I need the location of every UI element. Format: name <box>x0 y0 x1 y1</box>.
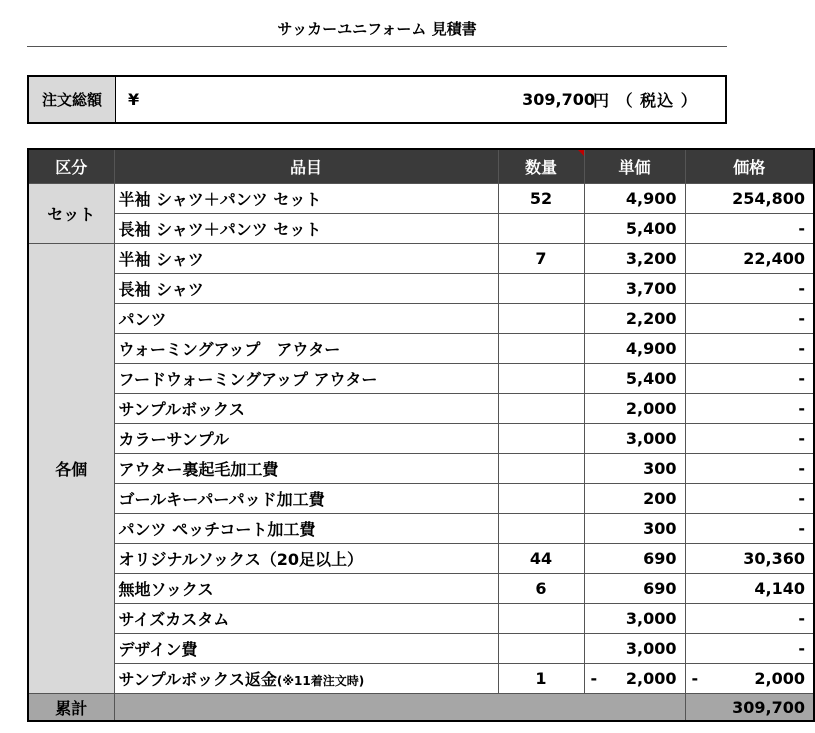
unit-price-cell: 4,900 <box>584 184 685 214</box>
table-row <box>28 604 814 634</box>
item-name-cell: パンツ ペッチコート加工費 <box>114 514 498 544</box>
unit-price-cell: 4,900 <box>584 334 685 364</box>
unit-price-cell: 300 <box>584 514 685 544</box>
price-cell: - <box>685 334 814 364</box>
unit-price-cell: 2,000 <box>584 394 685 424</box>
item-name-cell: デザイン費 <box>114 634 498 664</box>
price-cell: - <box>685 424 814 454</box>
price-cell: - <box>685 484 814 514</box>
page-title: サッカーユニフォーム 見積書 <box>277 20 477 38</box>
title-divider <box>27 46 727 47</box>
header-category: 区分 <box>28 149 114 184</box>
negative-sign: - <box>691 669 699 688</box>
price-cell: - 2,000 <box>685 664 814 694</box>
category-cell: セット <box>28 184 114 244</box>
item-name-cell: サンプルボックス <box>114 394 498 424</box>
order-total-summary <box>27 75 727 124</box>
total-row <box>28 694 814 722</box>
table-row <box>28 454 814 484</box>
price-cell: - <box>685 634 814 664</box>
table-row <box>28 484 814 514</box>
quantity-cell <box>498 364 584 394</box>
yen-symbol: ¥ <box>128 90 140 109</box>
header-item: 品目 <box>114 149 498 184</box>
item-name-cell: パンツ <box>114 304 498 334</box>
item-name-cell: アウター裏起毛加工費 <box>114 454 498 484</box>
item-note: (※11着注文時) <box>276 674 365 688</box>
table-row <box>28 214 814 244</box>
table-row <box>28 244 814 274</box>
item-name-cell: ウォーミングアップ アウター <box>114 334 498 364</box>
table-row <box>28 574 814 604</box>
quantity-cell <box>498 514 584 544</box>
quantity-cell <box>498 424 584 454</box>
quantity-cell <box>498 394 584 424</box>
total-price: 309,700 <box>685 694 814 722</box>
item-name-cell: 長袖 シャツ＋パンツ セット <box>114 214 498 244</box>
quantity-cell <box>498 334 584 364</box>
quote-table <box>27 148 815 722</box>
category-cell: 各個 <box>28 244 114 694</box>
quantity-cell: 6 <box>498 574 584 604</box>
quantity-cell <box>498 604 584 634</box>
price-cell: 30,360 <box>685 544 814 574</box>
item-name-cell: オリジナルソックス（20足以上） <box>114 544 498 574</box>
quantity-cell <box>498 484 584 514</box>
header-unit-price: 単価 <box>584 149 685 184</box>
unit-price-cell: 3,700 <box>584 274 685 304</box>
price-cell: 4,140 <box>685 574 814 604</box>
table-row <box>28 514 814 544</box>
table-row <box>28 364 814 394</box>
unit-price-cell: 3,000 <box>584 424 685 454</box>
table-row <box>28 274 814 304</box>
total-empty-cell <box>114 694 685 722</box>
table-row <box>28 544 814 574</box>
order-total-unit: 円 （ 税込 ） <box>593 91 698 110</box>
price-cell: - <box>685 454 814 484</box>
unit-price-cell: 3,200 <box>584 244 685 274</box>
price-cell: - <box>685 394 814 424</box>
header-qty: 数量 <box>498 149 584 184</box>
quantity-cell <box>498 214 584 244</box>
price-cell: - <box>685 604 814 634</box>
price-cell: - <box>685 274 814 304</box>
table-row <box>28 304 814 334</box>
unit-price-cell: - 2,000 <box>584 664 685 694</box>
item-name-cell: 無地ソックス <box>114 574 498 604</box>
unit-price-cell: 3,000 <box>584 634 685 664</box>
table-row <box>28 664 814 694</box>
order-total-amount: 309,700 <box>522 90 595 109</box>
item-name-cell: 半袖 シャツ＋パンツ セット <box>114 184 498 214</box>
table-header-row <box>28 149 814 184</box>
unit-price-cell: 690 <box>584 574 685 604</box>
quantity-cell <box>498 304 584 334</box>
price-cell: 254,800 <box>685 184 814 214</box>
price-cell: - <box>685 214 814 244</box>
table-row <box>28 184 814 214</box>
price-cell: - <box>685 304 814 334</box>
item-name-cell: サンプルボックス返金(※11着注文時) <box>114 664 498 694</box>
item-name-cell: フードウォーミングアップ アウター <box>114 364 498 394</box>
order-total-label: 注文総額 <box>29 77 116 122</box>
unit-price-cell: 300 <box>584 454 685 484</box>
price-cell: - <box>685 514 814 544</box>
total-label: 累計 <box>28 694 114 722</box>
order-total-value <box>116 77 725 122</box>
quantity-cell: 52 <box>498 184 584 214</box>
unit-price-cell: 5,400 <box>584 364 685 394</box>
table-row <box>28 334 814 364</box>
quantity-cell: 1 <box>498 664 584 694</box>
item-name-cell: ゴールキーパーパッド加工費 <box>114 484 498 514</box>
table-row <box>28 424 814 454</box>
quantity-cell <box>498 634 584 664</box>
item-name-cell: 半袖 シャツ <box>114 244 498 274</box>
price-cell: 22,400 <box>685 244 814 274</box>
unit-price-cell: 5,400 <box>584 214 685 244</box>
quantity-cell: 7 <box>498 244 584 274</box>
header-price: 価格 <box>685 149 814 184</box>
quantity-cell <box>498 274 584 304</box>
unit-price-cell: 200 <box>584 484 685 514</box>
negative-sign: - <box>590 669 598 688</box>
table-row <box>28 634 814 664</box>
item-name-cell: 長袖 シャツ <box>114 274 498 304</box>
unit-price-cell: 690 <box>584 544 685 574</box>
unit-price-cell: 2,200 <box>584 304 685 334</box>
table-row <box>28 394 814 424</box>
item-name-cell: カラーサンプル <box>114 424 498 454</box>
quantity-cell: 44 <box>498 544 584 574</box>
item-name-cell: サイズカスタム <box>114 604 498 634</box>
quantity-cell <box>498 454 584 484</box>
comment-marker <box>578 150 584 156</box>
unit-price-cell: 3,000 <box>584 604 685 634</box>
price-cell: - <box>685 364 814 394</box>
